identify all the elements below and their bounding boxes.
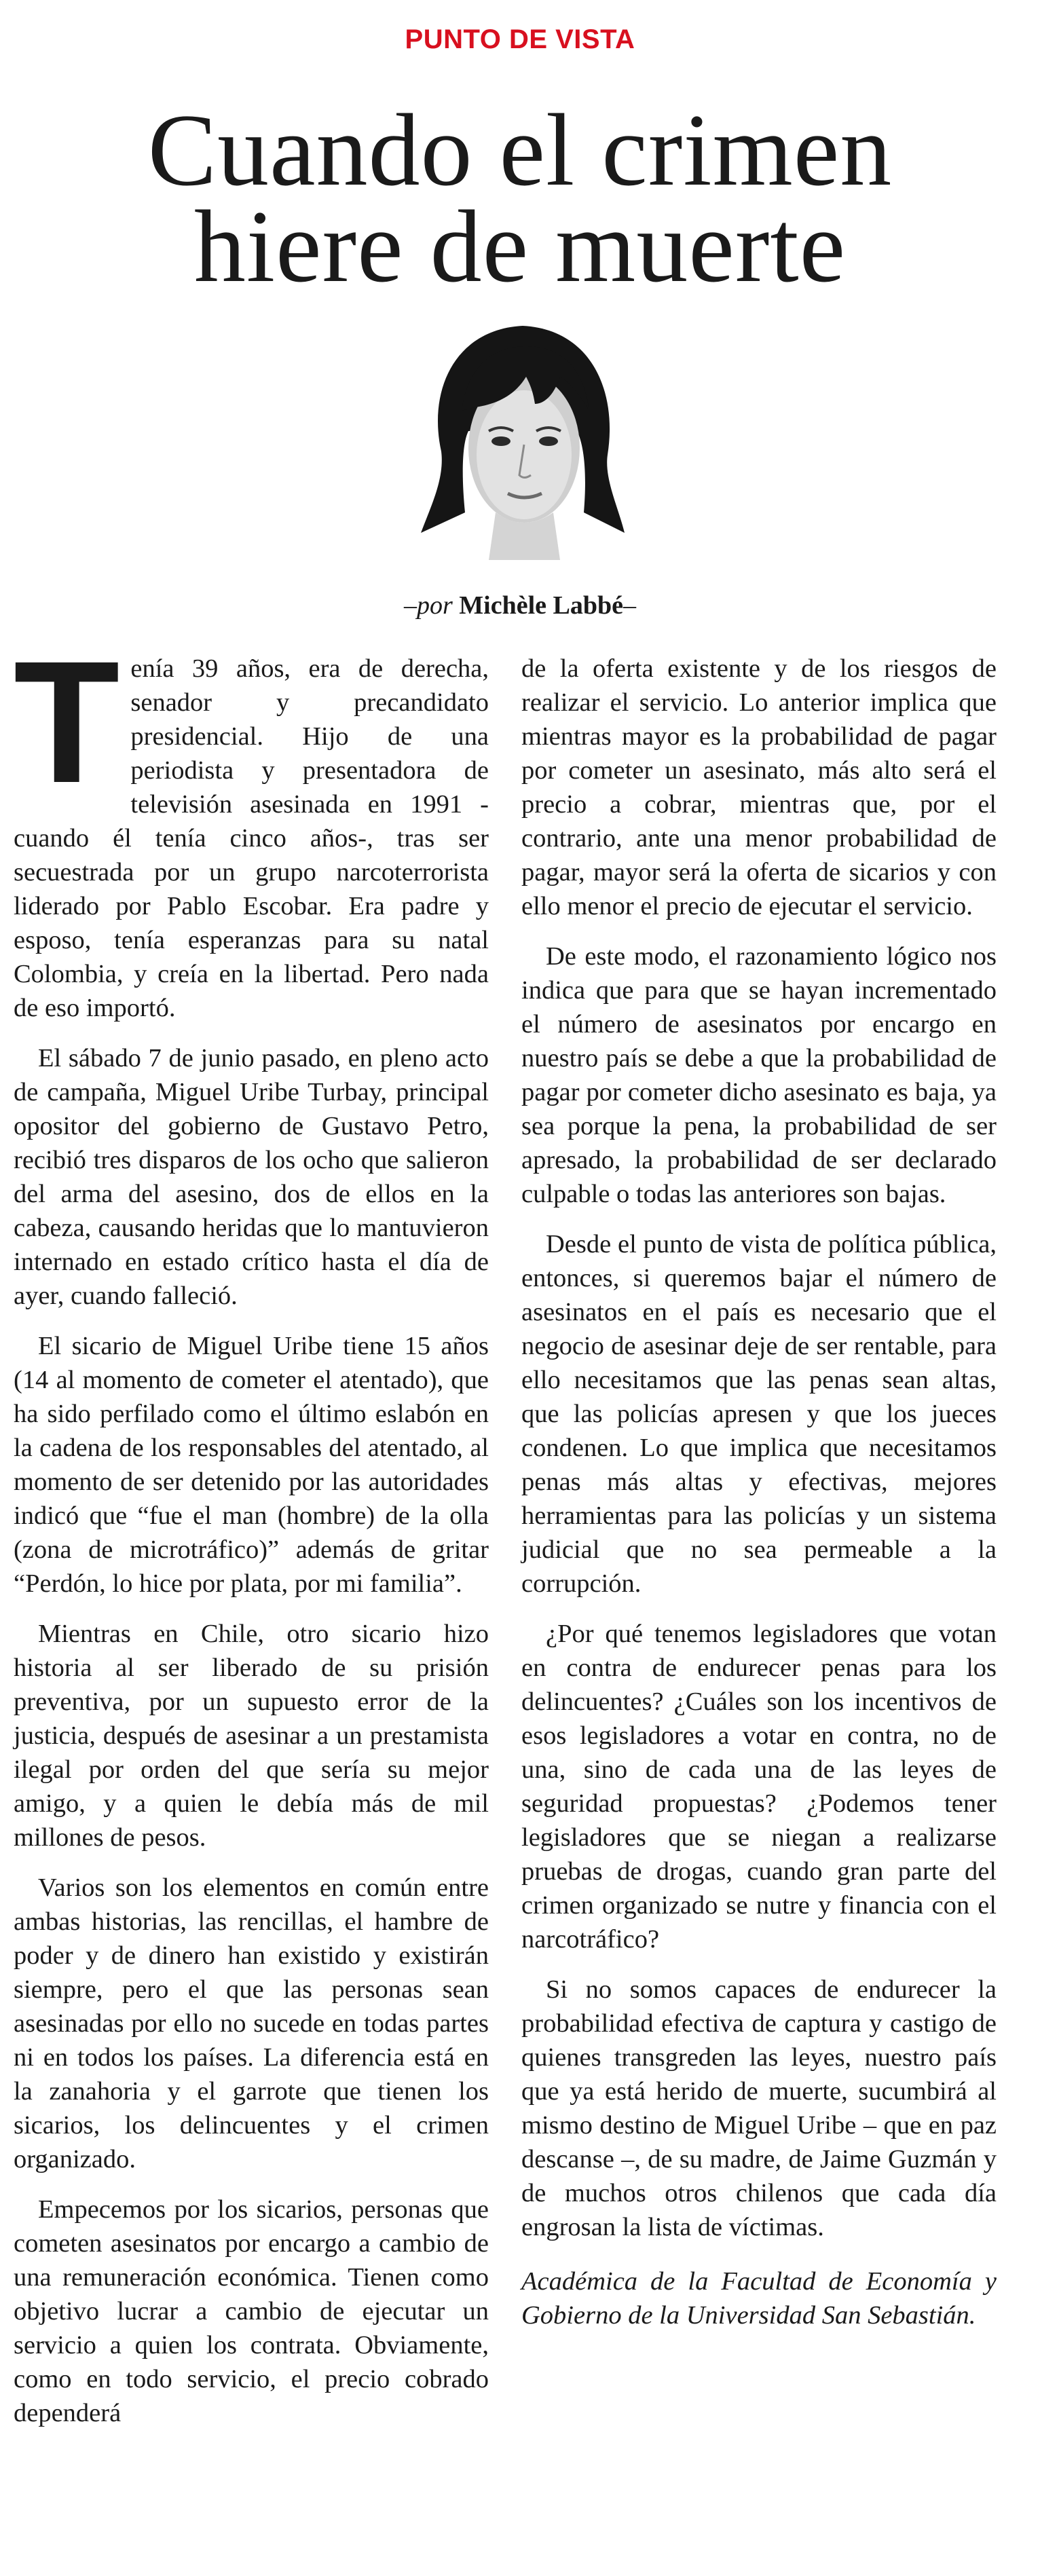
headline xyxy=(0,93,1040,303)
byline-author: Michèle Labbé xyxy=(459,591,623,620)
article-paragraph: ¿Por qué tenemos legisladores que votan en contra de endurecer penas para los delincuentes? ¿Cuáles son los incentivos de esos legisladores a votar en contra, no de una, sino de cada una de las leyes de seguridad propuestas? ¿Podemos tener legisladores que se niegan a realizarse pruebas de drogas, cuando gran parte del crimen organizado se nutre y financia con el narcotráfico? xyxy=(521,1620,997,1954)
byline xyxy=(0,591,1040,620)
headline-line-1: Cuando el crimen xyxy=(147,93,893,207)
byline-suffix: – xyxy=(623,591,636,620)
drop-cap: T xyxy=(14,625,120,819)
article-paragraph: El sicario de Miguel Uribe tiene 15 años (14 al momento de cometer el atentado), que ha sido perfilado como el último eslabón en la cadena de los responsables del atentado, al momento de ser detenido por las autoridades indicó que “fue el man (hombre) de la olla (zona de microtráfico)” además de gritar “Perdón, lo hice por plata, por mi familia”. xyxy=(14,1332,489,1598)
article-paragraph: Si no somos capaces de endurecer la probabilidad efectiva de captura y castigo de quienes transgreden las leyes, nuestro país que ya está herido de muerte, sucumbirá al mismo destino de Miguel Uribe – que en paz descanse –, de su madre, de Jaime Guzmán y de muchos otros chilenos que cada día engrosan la lista de víctimas. xyxy=(521,1975,997,2241)
article-paragraph: Empecemos por los sicarios, personas que cometen asesinatos por encargo a cambio de una remuneración económica. Tienen como objetivo lucrar a cambio de ejecutar un servicio a quien los contrata. Obviamente, como en todo servicio, el precio cobrado dependerá xyxy=(14,2195,489,2427)
byline-prefix: –por xyxy=(404,591,460,620)
article-paragraph: De este modo, el razonamiento lógico nos indica que para que se hayan incrementado el número de asesinatos por encargo en nuestro país se debe a que la probabilidad de pagar por cometer dicho asesinato es baja, ya sea porque la pena, la probabilidad de ser apresado, la probabilidad de ser declarado culpable o todas las anteriores son bajas. xyxy=(521,942,997,1208)
section-label: PUNTO DE VISTA xyxy=(405,24,635,54)
author-portrait xyxy=(414,309,631,560)
article-paragraph: Mientras en Chile, otro sicario hizo historia al ser liberado de su prisión preventiva, por un supuesto error de la justicia, después de asesinar a un prestamista ilegal por orden del que sería su mejor amigo, y a quien le debía más de mil millones de pesos. xyxy=(14,1620,489,1852)
article-paragraph: de la oferta existente y de los riesgos de realizar el servicio. Lo anterior implica que mientras mayor es la probabilidad de pagar por cometer un asesinato, más alto será el precio a cobrar, mientras que, por el contrario, ante una menor probabilidad de pagar, mayor será la oferta de sicarios y con ello menor el precio de ejecutar el servicio. xyxy=(521,654,997,920)
article-paragraph: Varios son los elementos en común entre ambas historias, las rencillas, el hambre de poder y de dinero han existido y existirán siempre, pero el que las personas sean asesinadas por ello no sucede en todas partes ni en todos los países. La diferencia está en la zanahoria y el garrote que tienen los sicarios, los delincuentes y el crimen organizado. xyxy=(14,1873,489,2173)
article-paragraph: Desde el punto de vista de política pública, entonces, si queremos bajar el número de asesinatos en el país es necesario que el negocio de asesinar deje de ser rentable, para ello necesitamos que las penas sean altas, que las policías apresen y que los jueces condenen. Lo que implica que necesitamos penas más altas y efectivas, mejores herramientas para las policías y un sistema judicial que no sea permeable a la corrupción. xyxy=(521,1230,997,1598)
paragraph-text: enía 39 años, era de derecha, senador y precandidato presidencial. Hijo de una periodista y presentadora de televisión asesinada en 1991 -cuando él tenía cinco años-, tras ser secuestrada por un grupo narcoterrorista liderado por Pablo Escobar. Era padre y esposo, tenía esperanzas para su natal Colombia, y creía en la libertad. Pero nada de eso importó. xyxy=(14,654,489,1022)
article-paragraph xyxy=(14,625,489,1025)
headline-line-2: hiere de muerte xyxy=(193,189,847,303)
article-paragraph: El sábado 7 de junio pasado, en pleno acto de campaña, Miguel Uribe Turbay, principal opositor del gobierno de Gustavo Petro, recibió tres disparos de los ocho que salieron del arma del asesino, dos de ellos en la cabeza, causando heridas que lo mantuvieron internado en estado crítico hasta el día de ayer, cuando falleció. xyxy=(14,1044,489,1310)
article-column-right xyxy=(521,652,997,2349)
author-signoff: Académica de la Facultad de Economía y Gobierno de la Universidad San Sebastián. xyxy=(521,2267,997,2330)
article-column-left xyxy=(14,625,489,2446)
